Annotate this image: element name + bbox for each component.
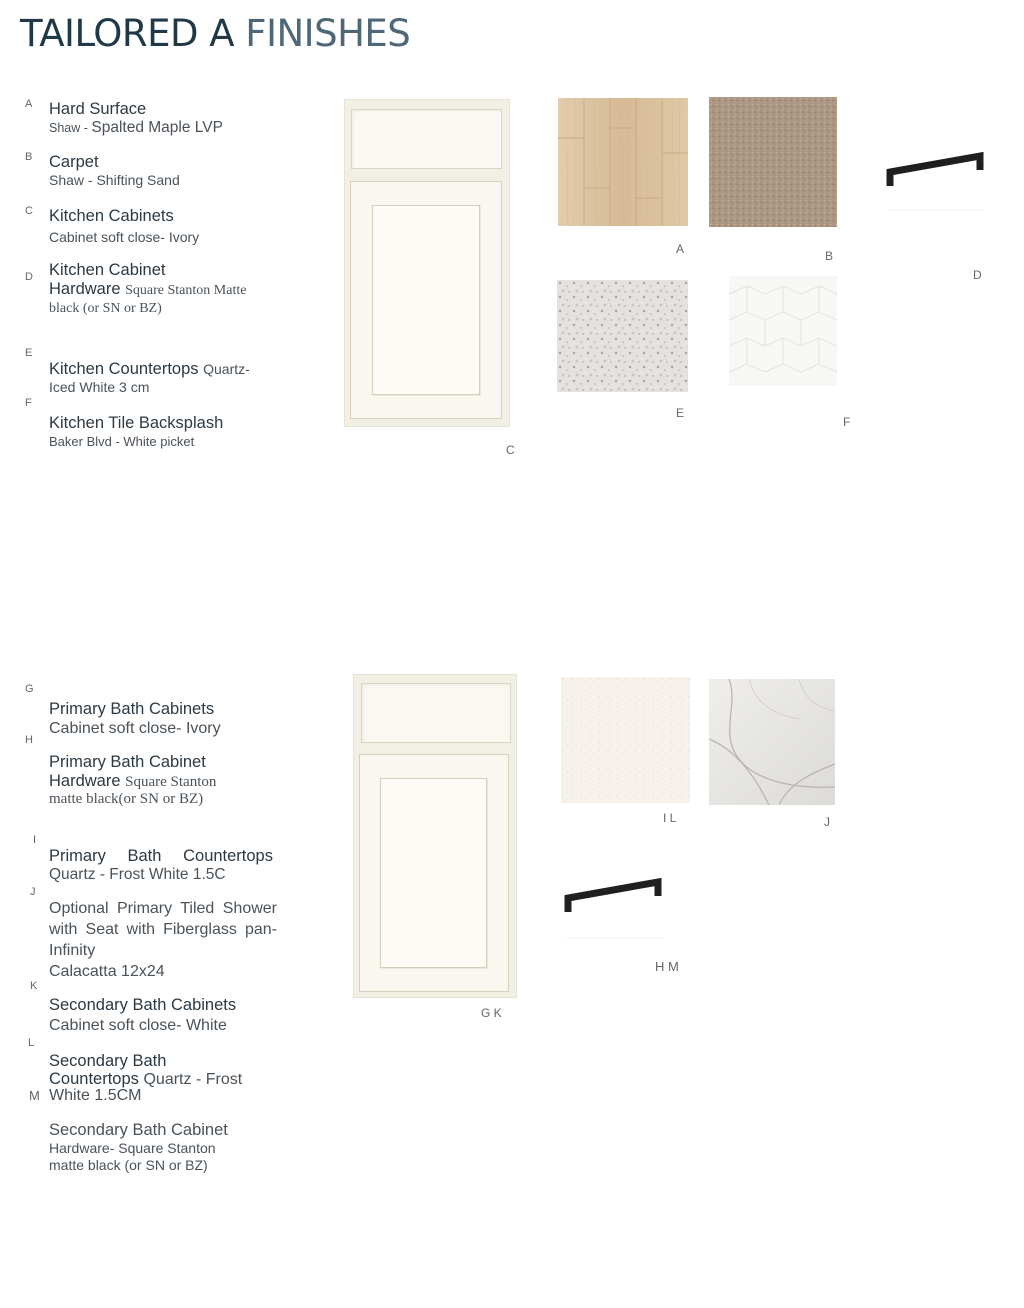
spec-desc-2: matte black (or SN or BZ)	[49, 1157, 208, 1173]
spec-kitchen-countertops	[25, 360, 250, 396]
spec-brand: Shaw -	[49, 121, 92, 135]
spec-secondary-bath-hardware	[25, 1121, 228, 1174]
spec-name: Kitchen Countertops	[49, 360, 199, 378]
spec-desc: Iced White 3 cm	[49, 379, 150, 395]
spec-letter-l: L	[28, 1037, 35, 1049]
bath-cabinet-door	[353, 674, 517, 998]
maple-lvp-swatch	[558, 98, 688, 226]
calacatta-tile-swatch	[709, 679, 835, 805]
caption-d: D	[973, 268, 982, 282]
spec-letter: A	[25, 98, 33, 110]
spec-letter-i: I	[33, 834, 37, 846]
door-panel	[380, 778, 487, 968]
spec-desc-last: Calacatta 12x24	[49, 963, 165, 980]
caption-hm: H M	[655, 959, 679, 974]
spec-letter-m: M	[29, 1088, 40, 1103]
spec-name-line2	[49, 1071, 242, 1088]
spec-desc-inline: Quartz-	[203, 361, 250, 377]
caption-f: F	[843, 415, 851, 429]
spec-desc: Shaw - Shifting Sand	[49, 172, 180, 188]
iced-white-quartz-swatch	[557, 280, 688, 392]
spec-name-2: Countertops	[49, 1070, 139, 1088]
spec-name-line	[49, 360, 250, 379]
title-part-2: FINISHES	[245, 12, 411, 55]
title-part-1: TAILORED A	[20, 12, 235, 55]
spec-desc: Hardware- Square Stanton	[49, 1140, 216, 1156]
caption-b: B	[825, 249, 834, 263]
spec-name: Primary Bath Cabinets	[49, 700, 215, 718]
caption-il: I L	[663, 811, 677, 825]
spec-secondary-bath-cabinets	[25, 996, 236, 1037]
spec-secondary-bath-countertops	[25, 1052, 242, 1104]
caption-gk: G K	[481, 1006, 502, 1020]
spec-name-line2	[49, 280, 246, 300]
spec-desc: Optional Primary Tiled Shower with Seat with Fiberglass pan- Infinity	[49, 900, 277, 959]
spec-product: Spalted Maple LVP	[91, 119, 223, 136]
spec-letter-k: K	[30, 980, 38, 992]
spec-desc: Cabinet soft close- Ivory	[49, 229, 200, 245]
spec-name: Kitchen Cabinets	[49, 207, 174, 225]
spec-name: Hard Surface	[49, 100, 147, 118]
spec-desc: Cabinet soft close- White	[49, 1017, 227, 1034]
spec-name: Carpet	[49, 153, 99, 171]
spec-letter-f: F	[25, 397, 32, 409]
spec-name: Kitchen Tile Backsplash	[49, 414, 224, 432]
spec-desc: Quartz - Frost White 1.5C	[49, 866, 226, 883]
page-title	[20, 12, 410, 55]
door-panel	[372, 205, 480, 395]
spec-desc: Cabinet soft close- Ivory	[49, 720, 221, 737]
spec-letter: C	[25, 205, 33, 217]
spec-name-line2	[49, 772, 216, 792]
caption-a: A	[676, 242, 685, 256]
spec-desc-inline: Square Stanton	[125, 774, 217, 790]
spec-name: Primary Bath Countertops	[49, 847, 273, 865]
caption-e: E	[676, 406, 685, 420]
spec-name: Primary Bath Cabinet	[49, 753, 206, 771]
cabinet-hardware-pull-icon	[884, 128, 988, 216]
spec-name: Secondary Bath	[49, 1052, 167, 1070]
spec-desc-inline: Quartz - Frost	[143, 1071, 243, 1088]
spec-desc-2: black (or SN or BZ)	[49, 301, 162, 316]
spec-desc: matte black(or SN or BZ)	[49, 791, 204, 807]
spec-kitchen-cabinets	[25, 207, 199, 246]
spec-primary-bath-hardware	[25, 753, 216, 807]
spec-desc: Baker Blvd - White picket	[49, 434, 195, 449]
frost-white-quartz-swatch	[561, 677, 690, 803]
spec-name: Kitchen Cabinet	[49, 261, 166, 279]
spec-carpet	[25, 153, 180, 189]
spec-desc	[49, 119, 223, 137]
spec-hard-surface	[25, 100, 223, 137]
spec-optional-tiled-shower	[25, 898, 277, 982]
spec-primary-bath-countertops	[25, 847, 273, 884]
spec-letter: D	[25, 271, 33, 283]
spec-name-2: Hardware	[49, 280, 121, 298]
spec-kitchen-hardware	[25, 261, 246, 317]
door-drawer-front	[351, 109, 502, 169]
bath-hardware-pull-icon	[562, 858, 666, 942]
door-drawer-front	[361, 683, 511, 743]
spec-letter-j: J	[30, 886, 36, 898]
spec-letter-g: G	[25, 683, 34, 695]
spec-primary-bath-cabinets	[25, 700, 221, 739]
spec-name: Secondary Bath Cabinets	[49, 996, 237, 1014]
spec-desc: White 1.5CM	[49, 1087, 142, 1104]
caption-j: J	[824, 815, 830, 829]
spec-kitchen-backsplash	[25, 414, 223, 450]
spec-letter-e: E	[25, 347, 33, 359]
caption-c: C	[506, 443, 515, 457]
carpet-swatch	[709, 97, 837, 227]
spec-desc-inline: Square Stanton Matte	[125, 283, 247, 298]
spec-name: Secondary Bath Cabinet	[49, 1121, 228, 1139]
spec-name-2: Hardware	[49, 772, 121, 790]
white-picket-tile-swatch	[729, 276, 837, 386]
spec-letter: B	[25, 151, 33, 163]
kitchen-cabinet-door	[344, 99, 510, 427]
spec-letter-h: H	[25, 734, 33, 746]
